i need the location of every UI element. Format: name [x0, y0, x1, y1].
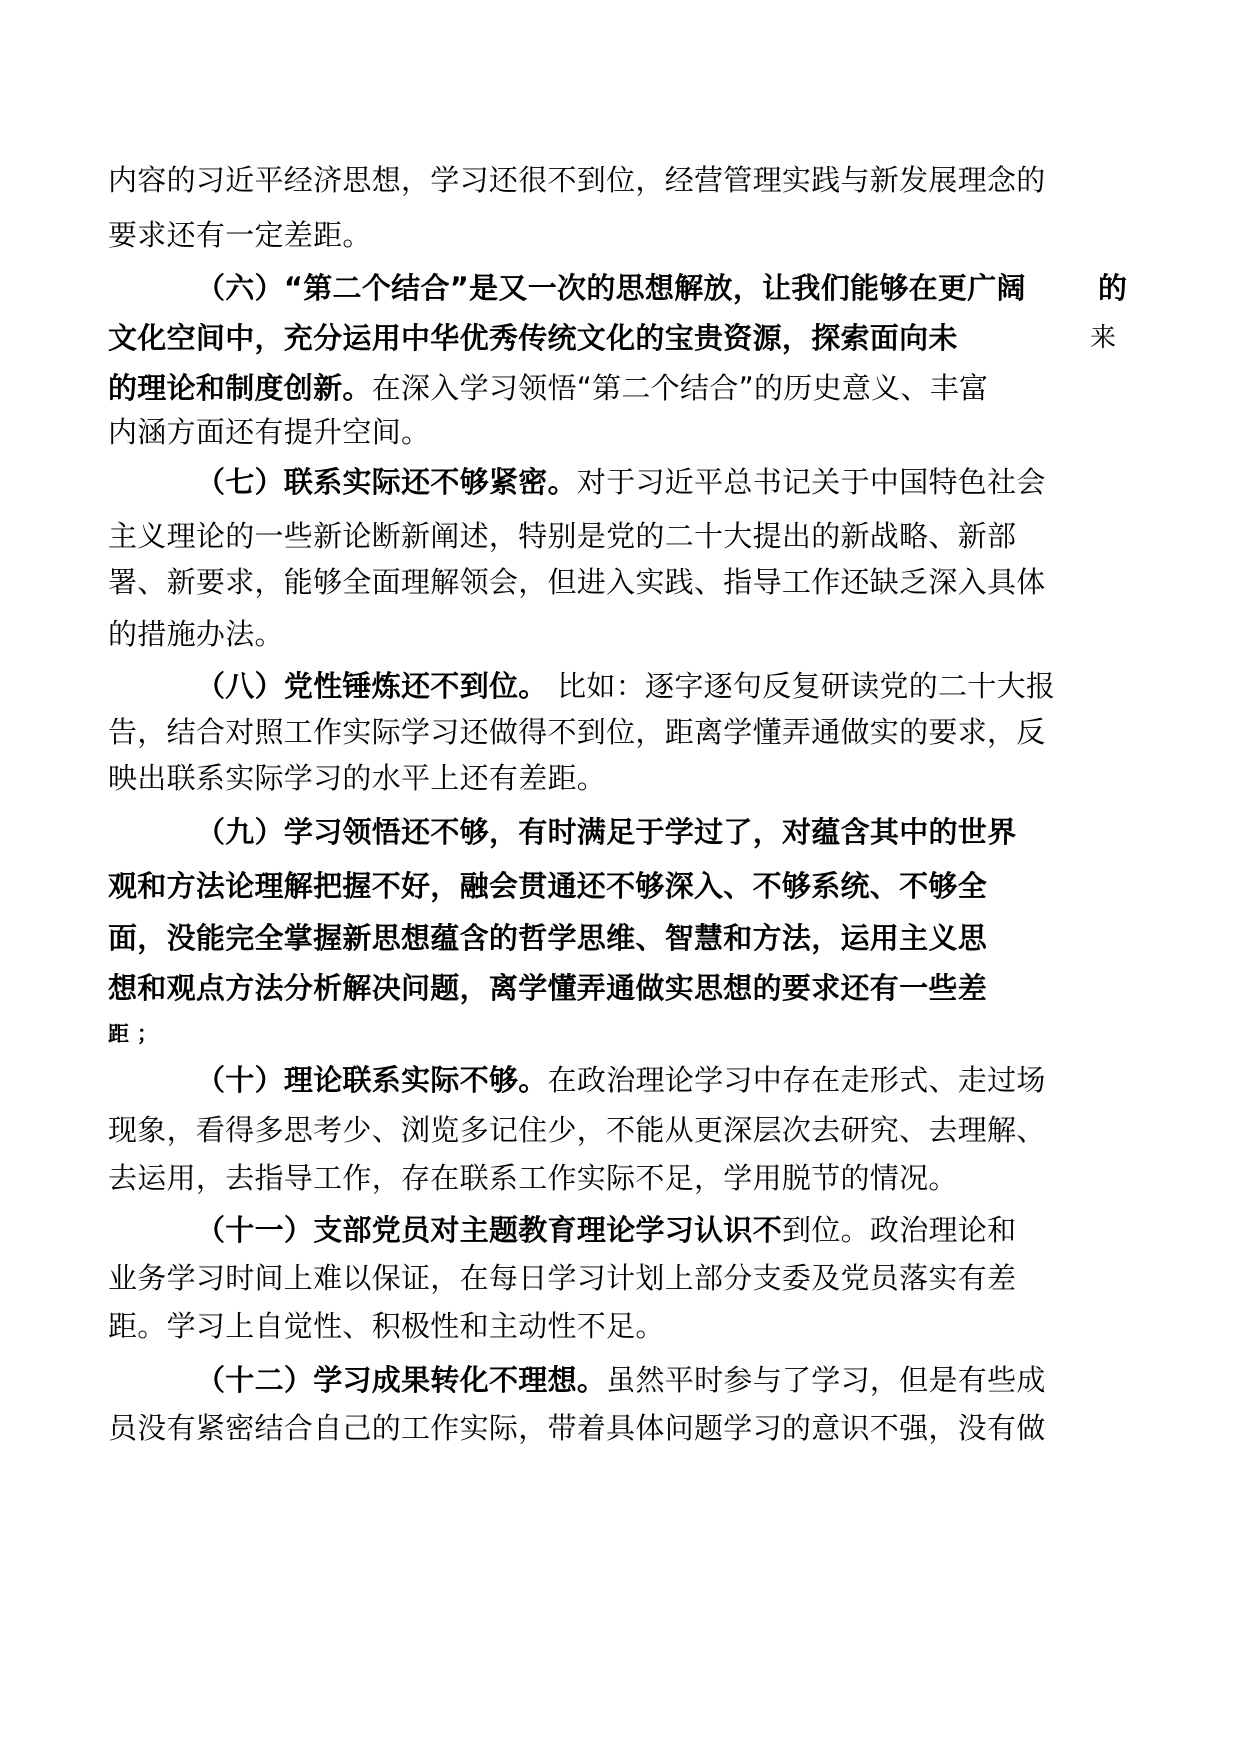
paragraph-line: 业务学习时间上难以保证，在每日学习计划上部分支委及党员落实有差 — [108, 1261, 1017, 1295]
heading-nine-end: 距 ； — [108, 1022, 159, 1046]
paragraph-text: 在深入学习领悟“第二个结合”的历史意义、丰富 — [371, 371, 989, 405]
paragraph-line: 内涵方面还有提升空间。 — [108, 415, 431, 449]
heading-six: （六）“第二个结合”是又一次的思想解放，让我们能够在更广阔 — [196, 271, 1026, 305]
heading-six-tail: 的 — [1098, 271, 1128, 305]
paragraph-line — [196, 1060, 1046, 1100]
heading-six-line: 文化空间中，充分运用中华优秀传统文化的宝贵资源，探索面向未 — [108, 321, 958, 355]
heading-seven: （七）联系实际还不够紧密。 — [196, 465, 577, 499]
heading-ten: （十）理论联系实际不够。 — [196, 1063, 548, 1097]
paragraph-line: 内容的习近平经济思想，学习还很不到位，经营管理实践与新发展理念的 — [108, 163, 1046, 197]
paragraph-line: 距。学习上自觉性、积极性和主动性不足。 — [108, 1309, 665, 1343]
paragraph-text: 比如：逐字逐句反复研读党的二十大报 — [547, 669, 1056, 703]
paragraph-line — [196, 1210, 1016, 1250]
paragraph-line: 的措施办法。 — [108, 617, 284, 651]
heading-twelve: （十二）学习成果转化不理想。 — [196, 1363, 607, 1397]
paragraph-text: 在政治理论学习中存在走形式、走过场 — [547, 1063, 1046, 1097]
paragraph-text: 对于习近平总书记关于中国特色社会 — [576, 465, 1046, 499]
paragraph-line: 告，结合对照工作实际学习还做得不到位，距离学懂弄通做实的要求，反 — [108, 715, 1046, 749]
paragraph-line: 要求还有一定差距。 — [108, 218, 372, 252]
paragraph-line: 现象，看得多思考少、浏览多记住少，不能从更深层次去研究、去理解、 — [108, 1113, 1046, 1147]
paragraph-text: 到位。政治理论和 — [782, 1213, 1017, 1247]
paragraph-line — [196, 666, 1055, 706]
heading-nine-line: 观和方法论理解把握不好，融会贯通还不够深入、不够系统、不够全 — [108, 869, 988, 903]
paragraph-line — [196, 1360, 1046, 1400]
heading-eleven: （十一）支部党员对主题教育理论学习认识不 — [196, 1213, 783, 1247]
paragraph-line: 映出联系实际学习的水平上还有差距。 — [108, 761, 607, 795]
heading-eight: （八）党性锤炼还不到位。 — [196, 669, 548, 703]
heading-six-end: 的理论和制度创新。 — [108, 371, 372, 405]
heading-nine-line: 想和观点方法分析解决问题，离学懂弄通做实思想的要求还有一些差 — [108, 971, 988, 1005]
paragraph-line — [108, 368, 988, 408]
heading-nine-line: 面，没能完全掌握新思想蕴含的哲学思维、智慧和方法，运用主义思 — [108, 921, 988, 955]
paragraph-line: 员没有紧密结合自己的工作实际，带着具体问题学习的意识不强，没有做 — [108, 1411, 1046, 1445]
paragraph-text: 虽然平时参与了学习，但是有些成 — [606, 1363, 1046, 1397]
paragraph-line — [196, 462, 1046, 502]
paragraph-line: 去运用，去指导工作，存在联系工作实际不足，学用脱节的情况。 — [108, 1161, 958, 1195]
paragraph-line: 主义理论的一些新论断新阐述，特别是党的二十大提出的新战略、新部 — [108, 519, 1017, 553]
heading-nine: （九）学习领悟还不够，有时满足于学过了，对蕴含其中的世界 — [196, 815, 1017, 849]
heading-six-tail: 来 — [1090, 323, 1117, 353]
paragraph-line: 署、新要求，能够全面理解领会，但进入实践、指导工作还缺乏深入具体 — [108, 565, 1046, 599]
